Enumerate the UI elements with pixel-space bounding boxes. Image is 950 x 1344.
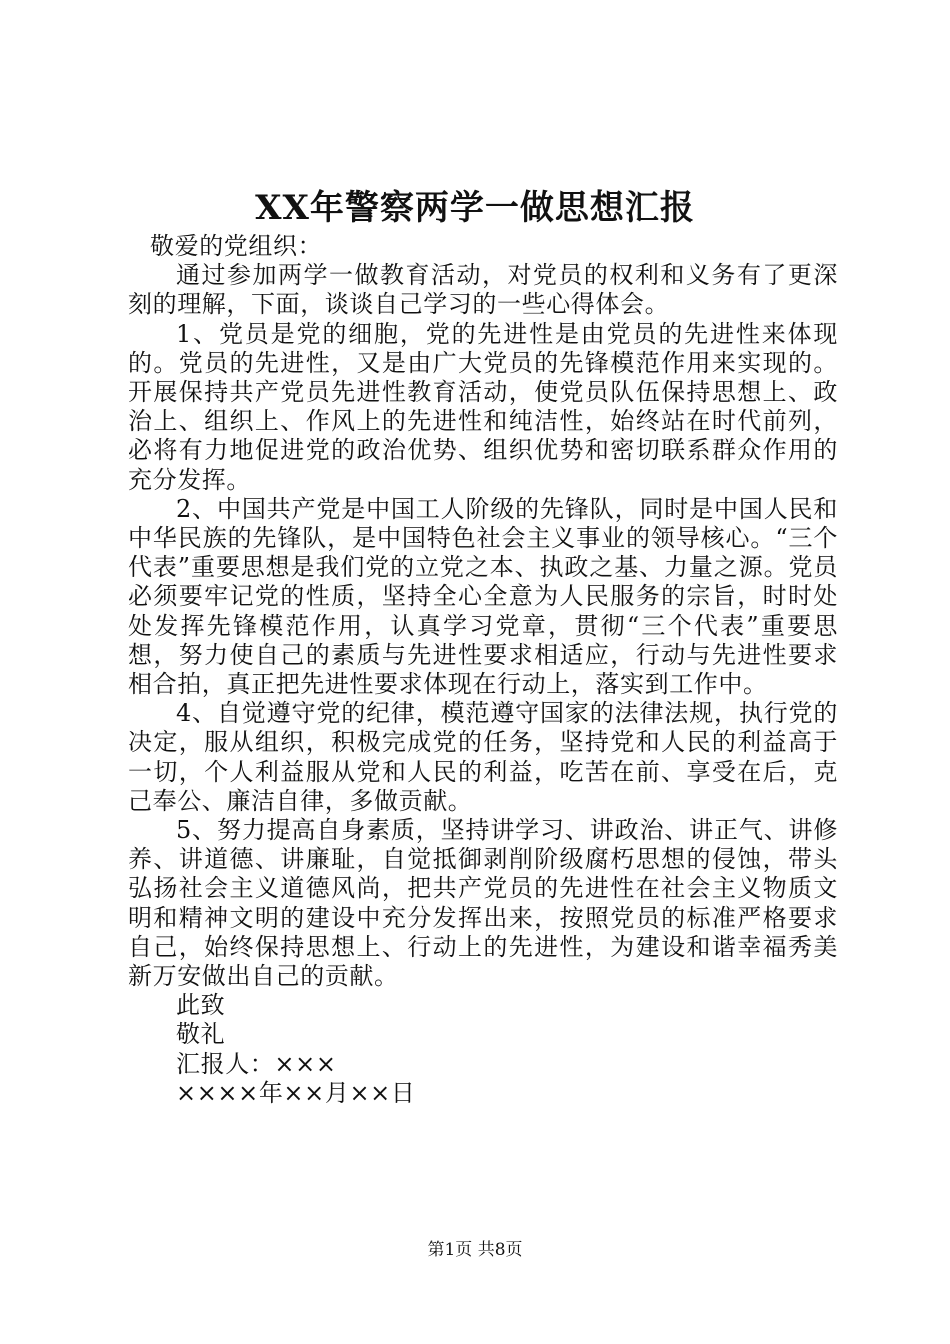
document-body: [128, 232, 838, 1108]
salutation: 敬爱的党组织：: [150, 232, 323, 260]
paragraph-2: 2、中国共产党是中国工人阶级的先锋队，同时是中国人民和中华民族的先锋队，是中国特色社会主义事业的领导核心。“三个代表”重要思想是我们党的立党之本、执政之基、力量之源。党员必须要牢记党的性质，坚持全心全意为人民服务的宗旨，时时处处发挥先锋模范作用，认真学习党章，贯彻“三个代表”重要思想，努力使自己的素质与先进性要求相适应，行动与先进性要求相合拍，真正把先进性要求体现在行动上，落实到工作中。: [128, 494, 838, 699]
page-footer: 第1页 共8页: [427, 1240, 523, 1260]
paragraph-5: 5、努力提高自身素质，坚持讲学习、讲政治、讲正气、讲修养、讲道德、讲廉耻，自觉抵御剥削阶级腐朽思想的侵蚀，带头弘扬社会主义道德风尚，把共产党员的先进性在社会主义物质文明和精神文明的建设中充分发挥出来，按照党员的标准严格要求自己，始终保持思想上、行动上的先进性，为建设和谐幸福秀美新万安做出自己的贡献。: [128, 816, 838, 991]
paragraph-intro: 通过参加两学一做教育活动，对党员的权利和义务有了更深刻的理解，下面，谈谈自己学习的一些心得体会。: [128, 261, 838, 319]
paragraph-4: 4、自觉遵守党的纪律，模范遵守国家的法律法规，执行党的决定，服从组织，积极完成党的任务，坚持党和人民的利益高于一切，个人利益服从党和人民的利益，吃苦在前、享受在后，克己奉公、廉洁自律，多做贡献。: [128, 699, 838, 815]
paragraph-1: 1、党员是党的细胞，党的先进性是由党员的先进性来体现的。党员的先进性，又是由广大党员的先锋模范作用来实现的。开展保持共产党员先进性教育活动，使党员队伍保持思想上、政治上、组织上、作风上的先进性和纯洁性，始终站在时代前列，必将有力地促进党的政治优势、组织优势和密切联系群众作用的充分发挥。: [128, 319, 838, 494]
closing-regards-1: 此致: [176, 991, 226, 1020]
document-title: XX年警察两学一做思想汇报: [255, 188, 695, 228]
closing-regards-2: 敬礼: [176, 1020, 226, 1049]
reporter-line: 汇报人：×××: [176, 1049, 337, 1078]
date-line: ××××年××月××日: [176, 1078, 416, 1107]
